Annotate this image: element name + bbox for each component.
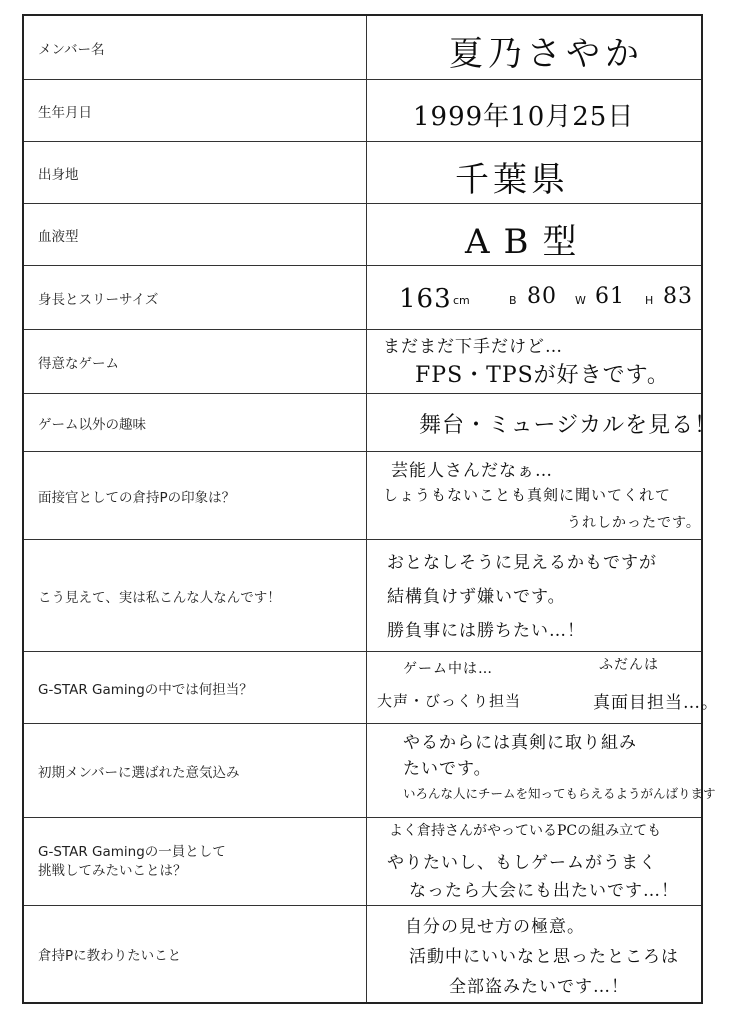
answer-line-2: やりたいし、もしゲームがうまく	[387, 853, 657, 873]
answer-birthday	[369, 80, 701, 141]
row-birthday	[24, 80, 701, 142]
bust-label: B	[509, 294, 517, 307]
answer-line-4: 真面目担当…。	[593, 693, 719, 713]
answer-line-2: たいです。	[403, 759, 492, 779]
row-measurements	[24, 266, 701, 330]
profile-sheet	[22, 14, 719, 1004]
label-motivation: 初期メンバーに選ばれた意気込み	[24, 724, 367, 817]
label-birthday: 生年月日	[24, 80, 367, 141]
answer-text: 千葉県	[455, 160, 569, 200]
answer-line-2: 結構負けず嫌いです。	[387, 587, 566, 607]
answer-line-2: ふだんは	[599, 657, 659, 673]
row-member-name	[24, 16, 701, 80]
row-learn	[24, 906, 701, 1002]
waist-value: 61	[595, 284, 625, 309]
label-learn: 倉持Pに教わりたいこと	[24, 906, 367, 1002]
answer-role	[369, 652, 719, 723]
answer-text: AB型	[465, 222, 591, 262]
row-motivation	[24, 724, 716, 818]
answer-blood-type	[369, 204, 701, 265]
label-member-name: メンバー名	[24, 16, 367, 79]
row-blood-type	[24, 204, 701, 266]
label-blood-type: 血液型	[24, 204, 367, 265]
label-lines	[38, 843, 226, 881]
label-favorite-game: 得意なゲーム	[24, 330, 367, 393]
answer-personality	[369, 540, 701, 651]
answer-line-1: やるからには真剣に取り組み	[403, 733, 637, 753]
answer-line-1: よく倉持さんがやっているPCの組み立ても	[389, 823, 662, 839]
answer-line-1: 自分の見せ方の極意。	[405, 917, 585, 937]
row-role	[24, 652, 719, 724]
label-measurements: 身長とスリーサイズ	[24, 266, 367, 329]
answer-line-3: 勝負事には勝ちたい…！	[387, 621, 585, 641]
label-impression: 面接官としての倉持Pの印象は？	[24, 452, 367, 539]
label-challenge	[24, 818, 367, 905]
answer-impression	[369, 452, 701, 539]
answer-text: 1999年10月25日	[413, 102, 635, 132]
answer-motivation	[369, 724, 716, 817]
answer-learn	[369, 906, 701, 1002]
answer-favorite-game	[369, 330, 701, 393]
label-hometown: 出身地	[24, 142, 367, 203]
height-value: 163	[399, 284, 452, 314]
answer-line-3: 全部盗みたいです…！	[449, 977, 629, 997]
answer-hometown	[369, 142, 701, 203]
label-personality: こう見えて、実は私こんな人なんです！	[24, 540, 367, 651]
answer-line-1: まだまだ下手だけど…	[383, 337, 563, 357]
answer-hobby	[369, 394, 718, 451]
answer-challenge	[369, 818, 701, 905]
answer-line-1: 芸能人さんだなぁ…	[391, 461, 553, 481]
row-challenge	[24, 818, 701, 906]
answer-line-1: おとなしそうに見えるかもですが	[387, 553, 657, 573]
answer-line-2: しょうもないことも真剣に聞いてくれて	[383, 486, 672, 504]
row-favorite-game	[24, 330, 701, 394]
waist-label: W	[575, 294, 586, 307]
height-unit: cm	[453, 294, 470, 307]
answer-measurements	[369, 266, 701, 329]
row-hometown	[24, 142, 701, 204]
label-role: G-STAR Gamingの中では何担当？	[24, 652, 367, 723]
label-line-2: 挑戦してみたいことは？	[38, 862, 187, 879]
answer-line-1: ゲーム中は…	[403, 661, 493, 677]
row-personality	[24, 540, 701, 652]
answer-line-3: なったら大会にも出たいです…！	[409, 881, 679, 901]
label-line-1: G-STAR Gamingの一員として	[38, 843, 226, 860]
answer-line-3: いろんな人にチームを知ってもらえるようがんばります	[403, 786, 716, 801]
bust-value: 80	[527, 284, 557, 309]
answer-line-3: 大声・びっくり担当	[377, 692, 522, 710]
hip-label: H	[645, 294, 654, 307]
answer-line-2: 活動中にいいなと思ったところは	[409, 947, 679, 967]
row-impression	[24, 452, 701, 540]
answer-text: 夏乃さやか	[449, 34, 644, 74]
row-hobby	[24, 394, 718, 452]
answer-member-name	[369, 16, 701, 79]
answer-line-2: FPS・TPSが好きです。	[415, 363, 670, 388]
hip-value: 83	[663, 284, 693, 309]
answer-text: 舞台・ミュージカルを見る！	[419, 413, 718, 438]
answer-line-3: うれしかったです。	[567, 515, 701, 531]
label-hobby: ゲーム以外の趣味	[24, 394, 367, 451]
